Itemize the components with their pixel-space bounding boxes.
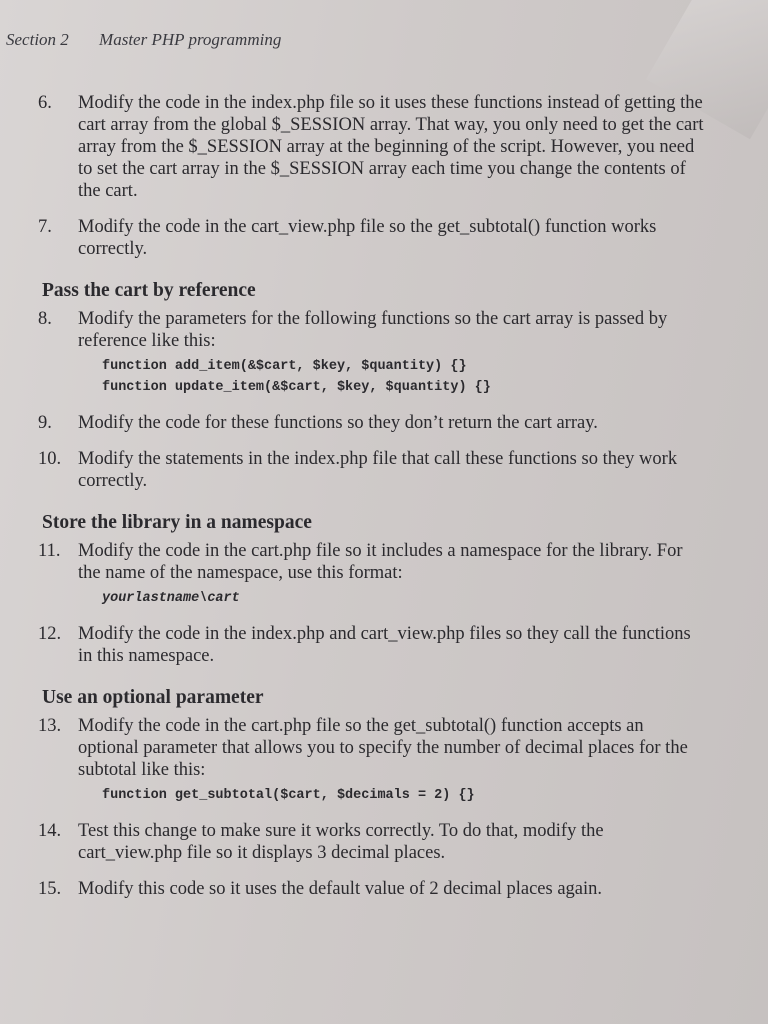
- item-text: Modify the statements in the index.php file that call these functions so they work correctly.: [78, 449, 678, 491]
- list-item: [38, 540, 708, 609]
- list-item: [38, 448, 708, 492]
- list-item: [38, 308, 708, 398]
- item-text: Modify the parameters for the following functions so the cart array is passed by reference like this:: [78, 309, 668, 351]
- code-line: yourlastname\cart: [102, 591, 240, 606]
- list-item: [38, 216, 708, 260]
- item-number: 10.: [38, 449, 62, 469]
- list-item: [38, 412, 708, 434]
- running-head: [6, 30, 281, 50]
- section-heading: Use an optional parameter: [42, 687, 264, 708]
- item-text: Modify the code in the index.php and cart_view.php files so they call the functions in this namespace.: [78, 624, 691, 666]
- item-text: Modify the code in the cart.php file so the get_subtotal() function accepts an optional parameter that allows you to specify the number of decimal places for the subtotal like this:: [78, 716, 688, 780]
- list-item: [38, 92, 708, 202]
- list-item: [38, 715, 708, 806]
- book-title: Master PHP programming: [99, 30, 282, 49]
- item-number: 12.: [38, 624, 62, 644]
- item-text: Modify the code in the index.php file so it uses these functions instead of getting the cart array from the global $_SESSION array. That way, you only need to get the cart array from the $_SESSION array at the beginning of the script. However, you need to set the cart array in the $_SESSION array each time you change the contents of the cart.: [78, 93, 704, 201]
- list-item: [38, 820, 708, 864]
- item-number: 15.: [38, 879, 62, 899]
- code-line: function get_subtotal($cart, $decimals = 2) {}: [102, 788, 475, 803]
- exercise-content: [38, 92, 708, 914]
- item-number: 7.: [38, 217, 52, 237]
- item-number: 8.: [38, 309, 52, 329]
- code-line: function add_item(&$cart, $key, $quantity) {}: [102, 359, 467, 374]
- item-text: Test this change to make sure it works correctly. To do that, modify the cart_view.php file so it displays 3 decimal places.: [78, 821, 604, 863]
- item-number: 11.: [38, 541, 61, 561]
- item-text: Modify the code in the cart_view.php file so the get_subtotal() function works correctly.: [78, 217, 657, 259]
- item-number: 9.: [38, 413, 52, 433]
- item-number: 14.: [38, 821, 62, 841]
- list-item: [38, 878, 708, 900]
- section-label: Section 2: [6, 30, 69, 49]
- item-number: 6.: [38, 93, 52, 113]
- code-line: function update_item(&$cart, $key, $quantity) {}: [102, 380, 491, 395]
- list-item: [38, 623, 708, 667]
- item-text: Modify this code so it uses the default value of 2 decimal places again.: [78, 879, 603, 899]
- section-heading: Pass the cart by reference: [42, 280, 256, 301]
- section-heading: Store the library in a namespace: [42, 512, 312, 533]
- item-text: Modify the code for these functions so they don’t return the cart array.: [78, 413, 598, 433]
- item-number: 13.: [38, 716, 62, 736]
- item-text: Modify the code in the cart.php file so it includes a namespace for the library. For the name of the namespace, use this format:: [78, 541, 683, 583]
